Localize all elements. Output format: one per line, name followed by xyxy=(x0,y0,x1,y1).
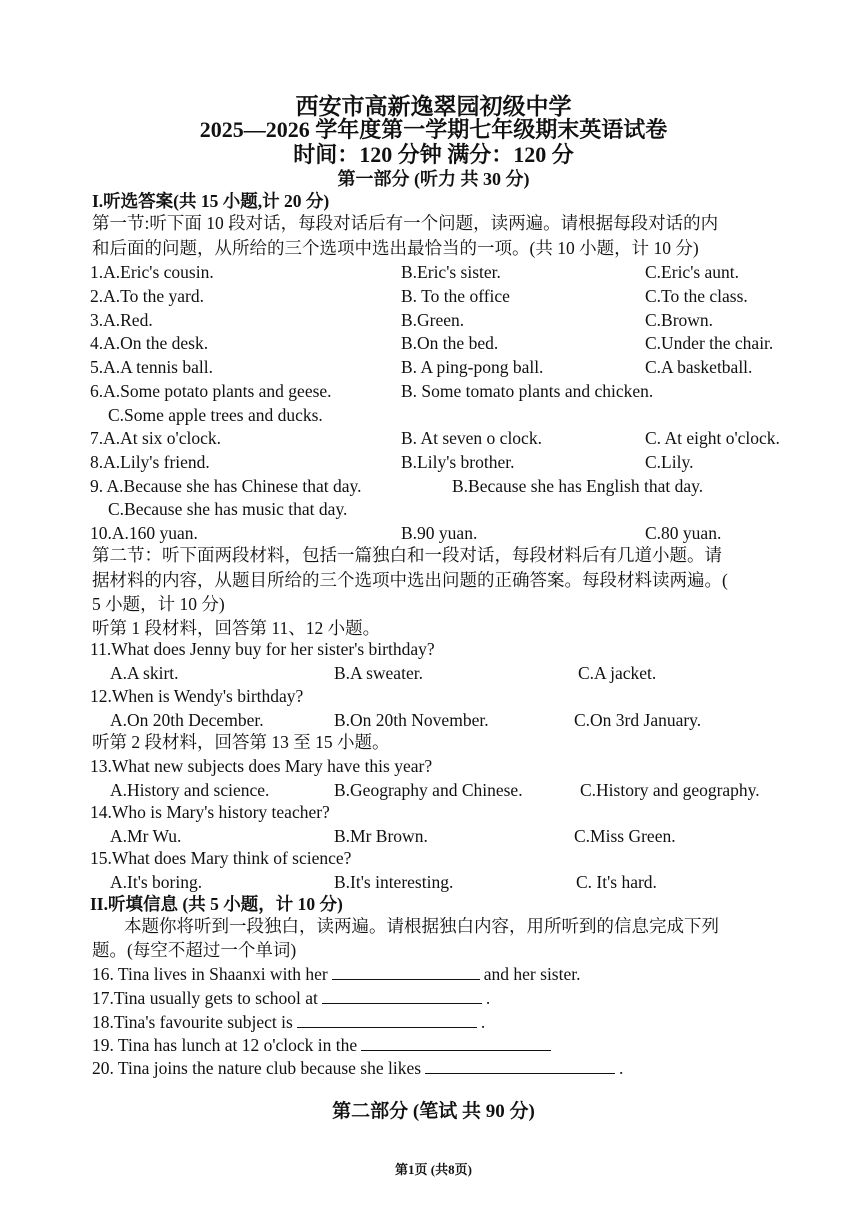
question-14: 14.Who is Mary's history teacher? xyxy=(90,802,330,822)
section2-instruction: 本题你将听到一段独白，读两遍。请根据独白内容，用所听到的信息完成下列 xyxy=(124,916,719,936)
option-2b: B. To the office xyxy=(401,286,510,306)
option-10c: C.80 yuan. xyxy=(645,523,722,543)
option-8c: C.Lily. xyxy=(645,452,694,472)
option-1c: C.Eric's aunt. xyxy=(645,262,740,282)
option-10a: 10.A.160 yuan. xyxy=(90,523,198,543)
option-4a: 4.A.On the desk. xyxy=(90,333,209,353)
option-2c: C.To the class. xyxy=(645,286,748,306)
option-3a: 3.A.Red. xyxy=(90,310,153,330)
page-footer: 第1页 (共8页) xyxy=(395,1162,472,1177)
question-18 xyxy=(92,1013,485,1032)
answer-blank-16[interactable] xyxy=(332,965,480,980)
option-15b: B.It's interesting. xyxy=(334,872,454,892)
question-13: 13.What new subjects does Mary have this year? xyxy=(90,756,433,776)
time-score: 时间：120 分钟 满分：120 分 xyxy=(293,142,574,167)
option-14a: A.Mr Wu. xyxy=(110,826,182,846)
question-20-text: 20. Tina joins the nature club because she likes xyxy=(92,1058,422,1078)
option-8a: 8.A.Lily's friend. xyxy=(90,452,210,472)
question-11: 11.What does Jenny buy for her sister's birthday? xyxy=(90,639,435,659)
section1-instruction: 第一节:听下面 10 段对话，每段对话后有一个问题，读两遍。请根据每段对话的内 xyxy=(92,213,719,233)
option-6b: B. Some tomato plants and chicken. xyxy=(401,381,654,401)
question-16-text: 16. Tina lives in Shaanxi with her xyxy=(92,964,328,984)
question-15: 15.What does Mary think of science? xyxy=(90,848,352,868)
school-name: 西安市高新逸翠园初级中学 xyxy=(295,93,572,120)
option-6a: 6.A.Some potato plants and geese. xyxy=(90,381,332,401)
question-16 xyxy=(92,965,580,984)
section1-heading: I.听选答案(共 15 小题,计 20 分) xyxy=(92,191,330,211)
question-16-tail: and her sister. xyxy=(483,964,581,984)
option-13c: C.History and geography. xyxy=(580,780,760,800)
question-17 xyxy=(92,989,490,1008)
option-9a: 9. A.Because she has Chinese that day. xyxy=(90,476,362,496)
question-19 xyxy=(92,1036,555,1055)
option-12c: C.On 3rd January. xyxy=(574,710,702,730)
option-15a: A.It's boring. xyxy=(110,872,203,892)
part2-title: 第二部分 (笔试 共 90 分) xyxy=(332,1101,535,1122)
option-6c: C.Some apple trees and ducks. xyxy=(108,405,323,425)
section1-part2-instruction: 5 小题，计 10 分) xyxy=(92,594,225,614)
exam-title: 2025—2026 学年度第一学期七年级期末英语试卷 xyxy=(199,117,668,142)
section2-heading: II.听填信息 (共 5 小题，计 10 分) xyxy=(90,894,343,914)
option-12b: B.On 20th November. xyxy=(334,710,489,730)
option-12a: A.On 20th December. xyxy=(110,710,264,730)
option-14b: B.Mr Brown. xyxy=(334,826,428,846)
option-4b: B.On the bed. xyxy=(401,333,499,353)
question-12: 12.When is Wendy's birthday? xyxy=(90,686,304,706)
material-2-label: 听第 2 段材料，回答第 13 至 15 小题。 xyxy=(92,732,390,752)
section1-part2-instruction: 第二节：听下面两段材料，包括一篇独白和一段对话，每段材料后有几道小题。请 xyxy=(92,545,722,565)
option-8b: B.Lily's brother. xyxy=(401,452,515,472)
question-18-text: 18.Tina's favourite subject is xyxy=(92,1012,293,1032)
option-11b: B.A sweater. xyxy=(334,663,423,683)
option-14c: C.Miss Green. xyxy=(574,826,676,846)
question-18-tail: . xyxy=(480,1012,486,1032)
option-3b: B.Green. xyxy=(401,310,465,330)
section1-instruction: 和后面的问题，从所给的三个选项中选出最恰当的一项。(共 10 小题，计 10 分) xyxy=(92,238,699,258)
section2-instruction: 题。(每空不超过一个单词) xyxy=(92,940,297,960)
option-9b: B.Because she has English that day. xyxy=(452,476,704,496)
option-13b: B.Geography and Chinese. xyxy=(334,780,523,800)
option-11a: A.A skirt. xyxy=(110,663,179,683)
question-17-text: 17.Tina usually gets to school at xyxy=(92,988,318,1008)
answer-blank-20[interactable] xyxy=(425,1059,615,1074)
option-5c: C.A basketball. xyxy=(645,357,753,377)
section1-part2-instruction: 据材料的内容，从题目所给的三个选项中选出问题的正确答案。每段材料读两遍。( xyxy=(92,570,728,590)
question-20-tail: . xyxy=(619,1058,624,1078)
option-7b: B. At seven o clock. xyxy=(401,428,542,448)
option-5a: 5.A.A tennis ball. xyxy=(90,357,213,377)
part1-title: 第一部分 (听力 共 30 分) xyxy=(337,169,530,189)
option-9c: C.Because she has music that day. xyxy=(108,499,348,519)
option-11c: C.A jacket. xyxy=(578,663,657,683)
option-1b: B.Eric's sister. xyxy=(401,262,501,282)
option-3c: C.Brown. xyxy=(645,310,714,330)
question-17-tail: . xyxy=(485,988,491,1008)
option-10b: B.90 yuan. xyxy=(401,523,478,543)
answer-blank-18[interactable] xyxy=(297,1013,477,1028)
option-1a: 1.A.Eric's cousin. xyxy=(90,262,214,282)
option-5b: B. A ping-pong ball. xyxy=(401,357,544,377)
option-2a: 2.A.To the yard. xyxy=(90,286,204,306)
option-7c: C. At eight o'clock. xyxy=(645,428,780,448)
answer-blank-19[interactable] xyxy=(361,1036,551,1051)
question-20 xyxy=(92,1059,623,1078)
option-4c: C.Under the chair. xyxy=(645,333,774,353)
material-1-label: 听第 1 段材料，回答第 11、12 小题。 xyxy=(92,618,381,638)
question-19-text: 19. Tina has lunch at 12 o'clock in the xyxy=(92,1035,358,1055)
option-15c: C. It's hard. xyxy=(576,872,657,892)
option-13a: A.History and science. xyxy=(110,780,270,800)
answer-blank-17[interactable] xyxy=(322,989,482,1004)
option-7a: 7.A.At six o'clock. xyxy=(90,428,221,448)
